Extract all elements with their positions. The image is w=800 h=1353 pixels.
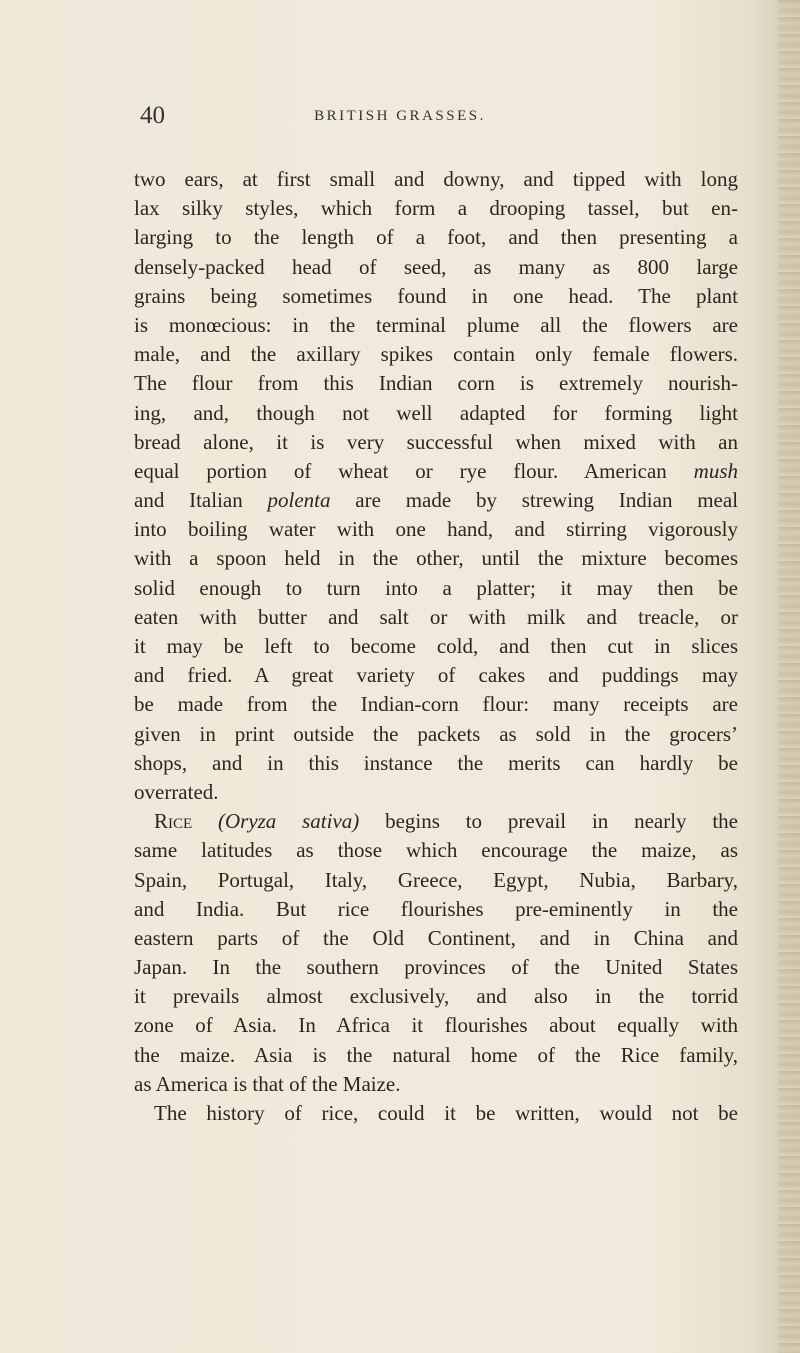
text-run: equal portion of wheat or rye flour. American [134, 458, 667, 483]
text-line: solid enough to turn into a platter; it may then be [134, 575, 738, 600]
text-line: be made from the Indian-corn flour: many receipts are [134, 692, 738, 717]
page-number: 40 [140, 102, 165, 129]
text-line: with a spoon held in the other, until the mixture becomes [134, 546, 738, 571]
text-line [134, 486, 738, 515]
text-line: and fried. A great variety of cakes and puddings may [134, 663, 738, 688]
text-line: Spain, Portugal, Italy, Greece, Egypt, Nubia, Barbary, [134, 867, 738, 892]
text-line [134, 807, 738, 836]
text-line: zone of Asia. In Africa it flourishes about equally with [134, 1013, 738, 1038]
text-run: begins to prevail in nearly the [385, 809, 739, 834]
text-line: larging to the length of a foot, and then presenting a [134, 225, 738, 250]
text-line: Japan. In the southern provinces of the United States [134, 955, 738, 980]
text-line: two ears, at first small and downy, and tipped with long [134, 167, 738, 191]
text-line: the maize. Asia is the natural home of the Rice family, [134, 1042, 738, 1067]
text-line: male, and the axillary spikes contain only female flowers. [134, 342, 738, 367]
italic-term: polenta [267, 488, 331, 513]
text-line: bread alone, it is very successful when mixed with an [134, 429, 738, 454]
text-line: The flour from this Indian corn is extremely nourish- [134, 371, 738, 396]
text-line: given in print outside the packets as sold in the grocers’ [134, 721, 738, 746]
text-line: The history of rice, could it be written, would not be [154, 1101, 738, 1125]
page-edge-shadow [778, 0, 800, 1353]
text-line: grains being sometimes found in one head. The plant [134, 283, 738, 308]
text-line: same latitudes as those which encourage the maize, as [134, 838, 738, 863]
text-line [134, 457, 738, 486]
page-header [0, 100, 800, 136]
text-line: lax silky styles, which form a drooping tassel, but en- [134, 196, 738, 221]
text-line: overrated. [134, 779, 219, 804]
italic-term: mush [693, 458, 739, 483]
text-line: and India. But rice flourishes pre-eminently in the [134, 896, 738, 921]
text-line: eaten with butter and salt or with milk and treacle, or [134, 604, 738, 629]
text-run: are made by strewing Indian meal [355, 488, 739, 513]
text-line: as America is that of the Maize. [134, 1071, 401, 1096]
text-line: into boiling water with one hand, and stirring vigorously [134, 517, 738, 542]
text-line: shops, and in this instance the merits can hardly be [134, 750, 738, 775]
body-text [134, 165, 738, 1128]
text-line: is monœcious: in the terminal plume all the flowers are [134, 312, 738, 337]
text-line: it prevails almost exclusively, and also in the torrid [134, 984, 738, 1009]
text-line: it may be left to become cold, and then cut in slices [134, 634, 738, 658]
text-line: ing, and, though not well adapted for forming light [134, 400, 738, 425]
running-head: BRITISH GRASSES. [314, 108, 486, 124]
text-line: eastern parts of the Old Continent, and in China and [134, 925, 738, 950]
smallcaps-term: Rice [154, 809, 193, 834]
text-run: and Italian [134, 488, 243, 513]
text-line: densely-packed head of seed, as many as 800 large [134, 254, 738, 279]
italic-term: (Oryza sativa) [217, 809, 360, 834]
